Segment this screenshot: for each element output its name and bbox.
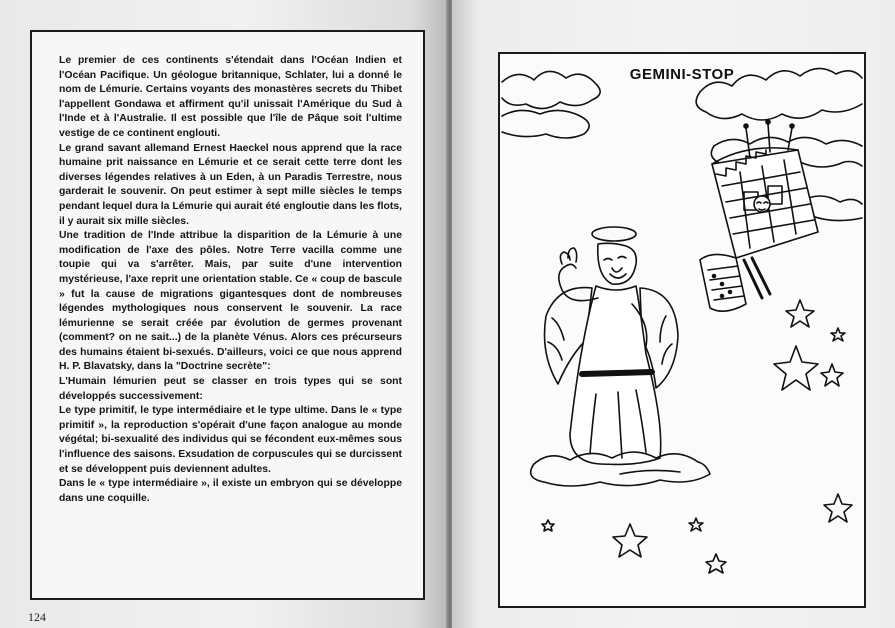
cartoon-title: GEMINI-STOP — [629, 66, 735, 83]
paragraph-2: Le grand savant allemand Ernest Haeckel nous apprend que la race humaine prit naissance en Lémurie et ce serait cette terre dont les diverses légendes relatives à un Eden, à un Paradis Terrestre, nous garderait le souvenir. On peut estimer à sept mille siècles le temps pendant lequel dura la Lémurie qui aurait été engloutie dans les flots, il y aurait six mille siècles. — [59, 142, 402, 227]
page-number: 124 — [28, 610, 46, 624]
cartoon-frame — [498, 52, 866, 608]
text-frame — [30, 30, 425, 600]
paragraph-1: Le premier de ces continents s'étendait dans l'Océan Indien et l'Océan Pacifique. Un géologue britannique, Schlater, lui a donné le nom de Lémurie. Certains voyants des monastères secrets du Thibet l'appellent Gondawa et affirment qu'il unissait l'Amérique du Sud à l'Inde et à l'Australie. Il est possible que l'île de Pâque soit l'ultime vestige de ce continent englouti. — [59, 55, 402, 139]
right-page — [452, 0, 895, 628]
paragraph-6: Dans le « type intermédiaire », il existe un embryon qui se développe dans une coquille. — [59, 478, 402, 504]
text-body — [59, 54, 402, 506]
paragraph-3: Une tradition de l'Inde attribue la disparition de la Lémurie à une modification de l'axe des pôles. Notre Terre vacilla comme une toupie qui va s'arrêter. Mais, par suite d'une intervention mystérieuse, l'axe reprit une orientation stable. Ce « coup de bascule » fut la cause de migrations gigantesques dont de nombreuses légendes mythologiques nous conservent le souvenir. La race lémurienne se serait créée par évolution de germes provenant (comment? on ne sait...) de la planète Vénus. Alors ces précurseurs des humains étaient bi-sexués. D'ailleurs, voici ce que nous apprend H. P. Blavatsky, dans la "Doctrine secrète": — [59, 230, 402, 373]
rocket-tower — [700, 120, 818, 311]
angel-figure — [545, 227, 679, 464]
paragraph-5: Le type primitif, le type intermédiaire et le type ultime. Dans le « type primitif », la reproduction s'opérait d'une façon analogue au monde végétal; bi-sexualité des individus qui se fécondent eux-mêmes sous l'influence des saisons. Exsudation de corpuscules qui se durcissent et se développent puis deviennent adultes. — [59, 405, 402, 475]
cartoon-illustration — [500, 54, 864, 606]
paragraph-4: L'Humain lémurien peut se classer en trois types qui se sont développés successivement: — [59, 376, 402, 402]
